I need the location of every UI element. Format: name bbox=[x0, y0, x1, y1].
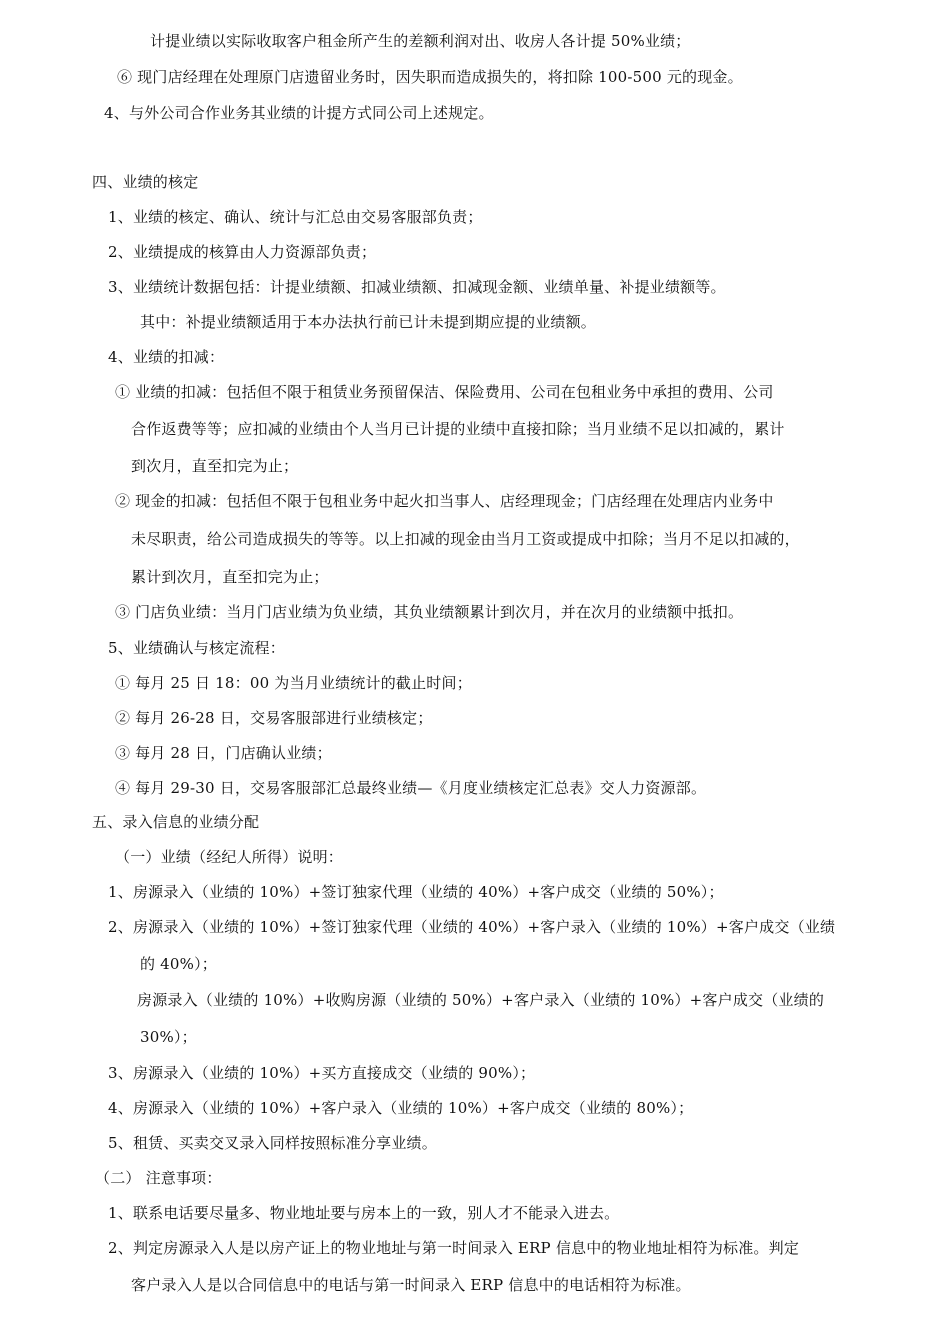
text-line: 4、与外公司合作业务其业绩的计提方式同公司上述规定。 bbox=[104, 104, 494, 122]
text-line: 3、房源录入（业绩的 10%）+买方直接成交（业绩的 90%）； bbox=[108, 1064, 536, 1082]
text-line: ② 现金的扣减：包括但不限于包租业务中起火扣当事人、店经理现金；门店经理在处理店内业务中 bbox=[115, 492, 774, 510]
text-line: 5、租赁、买卖交叉录入同样按照标准分享业绩。 bbox=[108, 1134, 437, 1152]
text-line: ② 每月 26-28 日，交易客服部进行业绩核定； bbox=[115, 709, 433, 727]
text-line: 累计到次月，直至扣完为止； bbox=[131, 568, 329, 586]
text-line: 2、房源录入（业绩的 10%）+签订独家代理（业绩的 40%）+客户录入（业绩的 10%）+客户成交（业绩 bbox=[108, 918, 836, 936]
text-line: 其中：补提业绩额适用于本办法执行前已计未提到期应提的业绩额。 bbox=[140, 313, 597, 331]
text-line: 30%）； bbox=[140, 1028, 197, 1046]
subsection-heading: （二） 注意事项： bbox=[95, 1169, 222, 1187]
text-line: 房源录入（业绩的 10%）+收购房源（业绩的 50%）+客户录入（业绩的 10%）+客户成交（业绩的 bbox=[137, 991, 825, 1009]
text-line: 2、业绩提成的核算由人力资源部负责； bbox=[108, 243, 377, 261]
text-line: 的 40%）； bbox=[140, 955, 218, 973]
text-line: 到次月，直至扣完为止； bbox=[131, 457, 299, 475]
text-line: 1、联系电话要尽量多、物业地址要与房本上的一致，别人才不能录入进去。 bbox=[108, 1204, 620, 1222]
text-line: 5、业绩确认与核定流程： bbox=[108, 639, 285, 657]
text-line: ⑥ 现门店经理在处理原门店遗留业务时，因失职而造成损失的，将扣除 100-500 元的现金。 bbox=[117, 68, 743, 86]
text-line: 4、业绩的扣减： bbox=[108, 348, 225, 366]
text-line: ① 业绩的扣减：包括但不限于租赁业务预留保洁、保险费用、公司在包租业务中承担的费用、公司 bbox=[115, 383, 774, 401]
text-line: 1、业绩的核定、确认、统计与汇总由交易客服部负责； bbox=[108, 208, 483, 226]
text-line: 计提业绩以实际收取客户租金所产生的差额利润对出、收房人各计提 50%业绩； bbox=[150, 32, 691, 50]
text-line: 4、房源录入（业绩的 10%）+客户录入（业绩的 10%）+客户成交（业绩的 80%）； bbox=[108, 1099, 694, 1117]
section-heading: 五、录入信息的业绩分配 bbox=[92, 813, 260, 831]
text-line: 客户录入人是以合同信息中的电话与第一时间录入 ERP 信息中的电话相符为标准。 bbox=[131, 1276, 691, 1294]
text-line: 2、判定房源录入人是以房产证上的物业地址与第一时间录入 ERP 信息中的物业地址相符为标准。判定 bbox=[108, 1239, 800, 1257]
text-line: ① 每月 25 日 18：00 为当月业绩统计的截止时间； bbox=[115, 674, 472, 692]
text-line: ③ 每月 28 日，门店确认业绩； bbox=[115, 744, 332, 762]
text-line: （一）业绩（经纪人所得）说明： bbox=[115, 848, 344, 866]
text-line: 合作返费等等；应扣减的业绩由个人当月已计提的业绩中直接扣除；当月业绩不足以扣减的，累计 bbox=[131, 420, 785, 438]
text-line: ④ 每月 29-30 日，交易客服部汇总最终业绩—《月度业绩核定汇总表》交人力资源部。 bbox=[115, 779, 707, 797]
text-line: 3、业绩统计数据包括：计提业绩额、扣减业绩额、扣减现金额、业绩单量、补提业绩额等。 bbox=[108, 278, 726, 296]
section-heading: 四、业绩的核定 bbox=[92, 173, 199, 191]
text-line: 未尽职责，给公司造成损失的等等。以上扣减的现金由当月工资或提成中扣除；当月不足以扣减的， bbox=[131, 530, 800, 548]
text-line: ③ 门店负业绩：当月门店业绩为负业绩，其负业绩额累计到次月，并在次月的业绩额中抵扣。 bbox=[115, 603, 744, 621]
text-line: 1、房源录入（业绩的 10%）+签订独家代理（业绩的 40%）+客户成交（业绩的 50%）； bbox=[108, 883, 724, 901]
